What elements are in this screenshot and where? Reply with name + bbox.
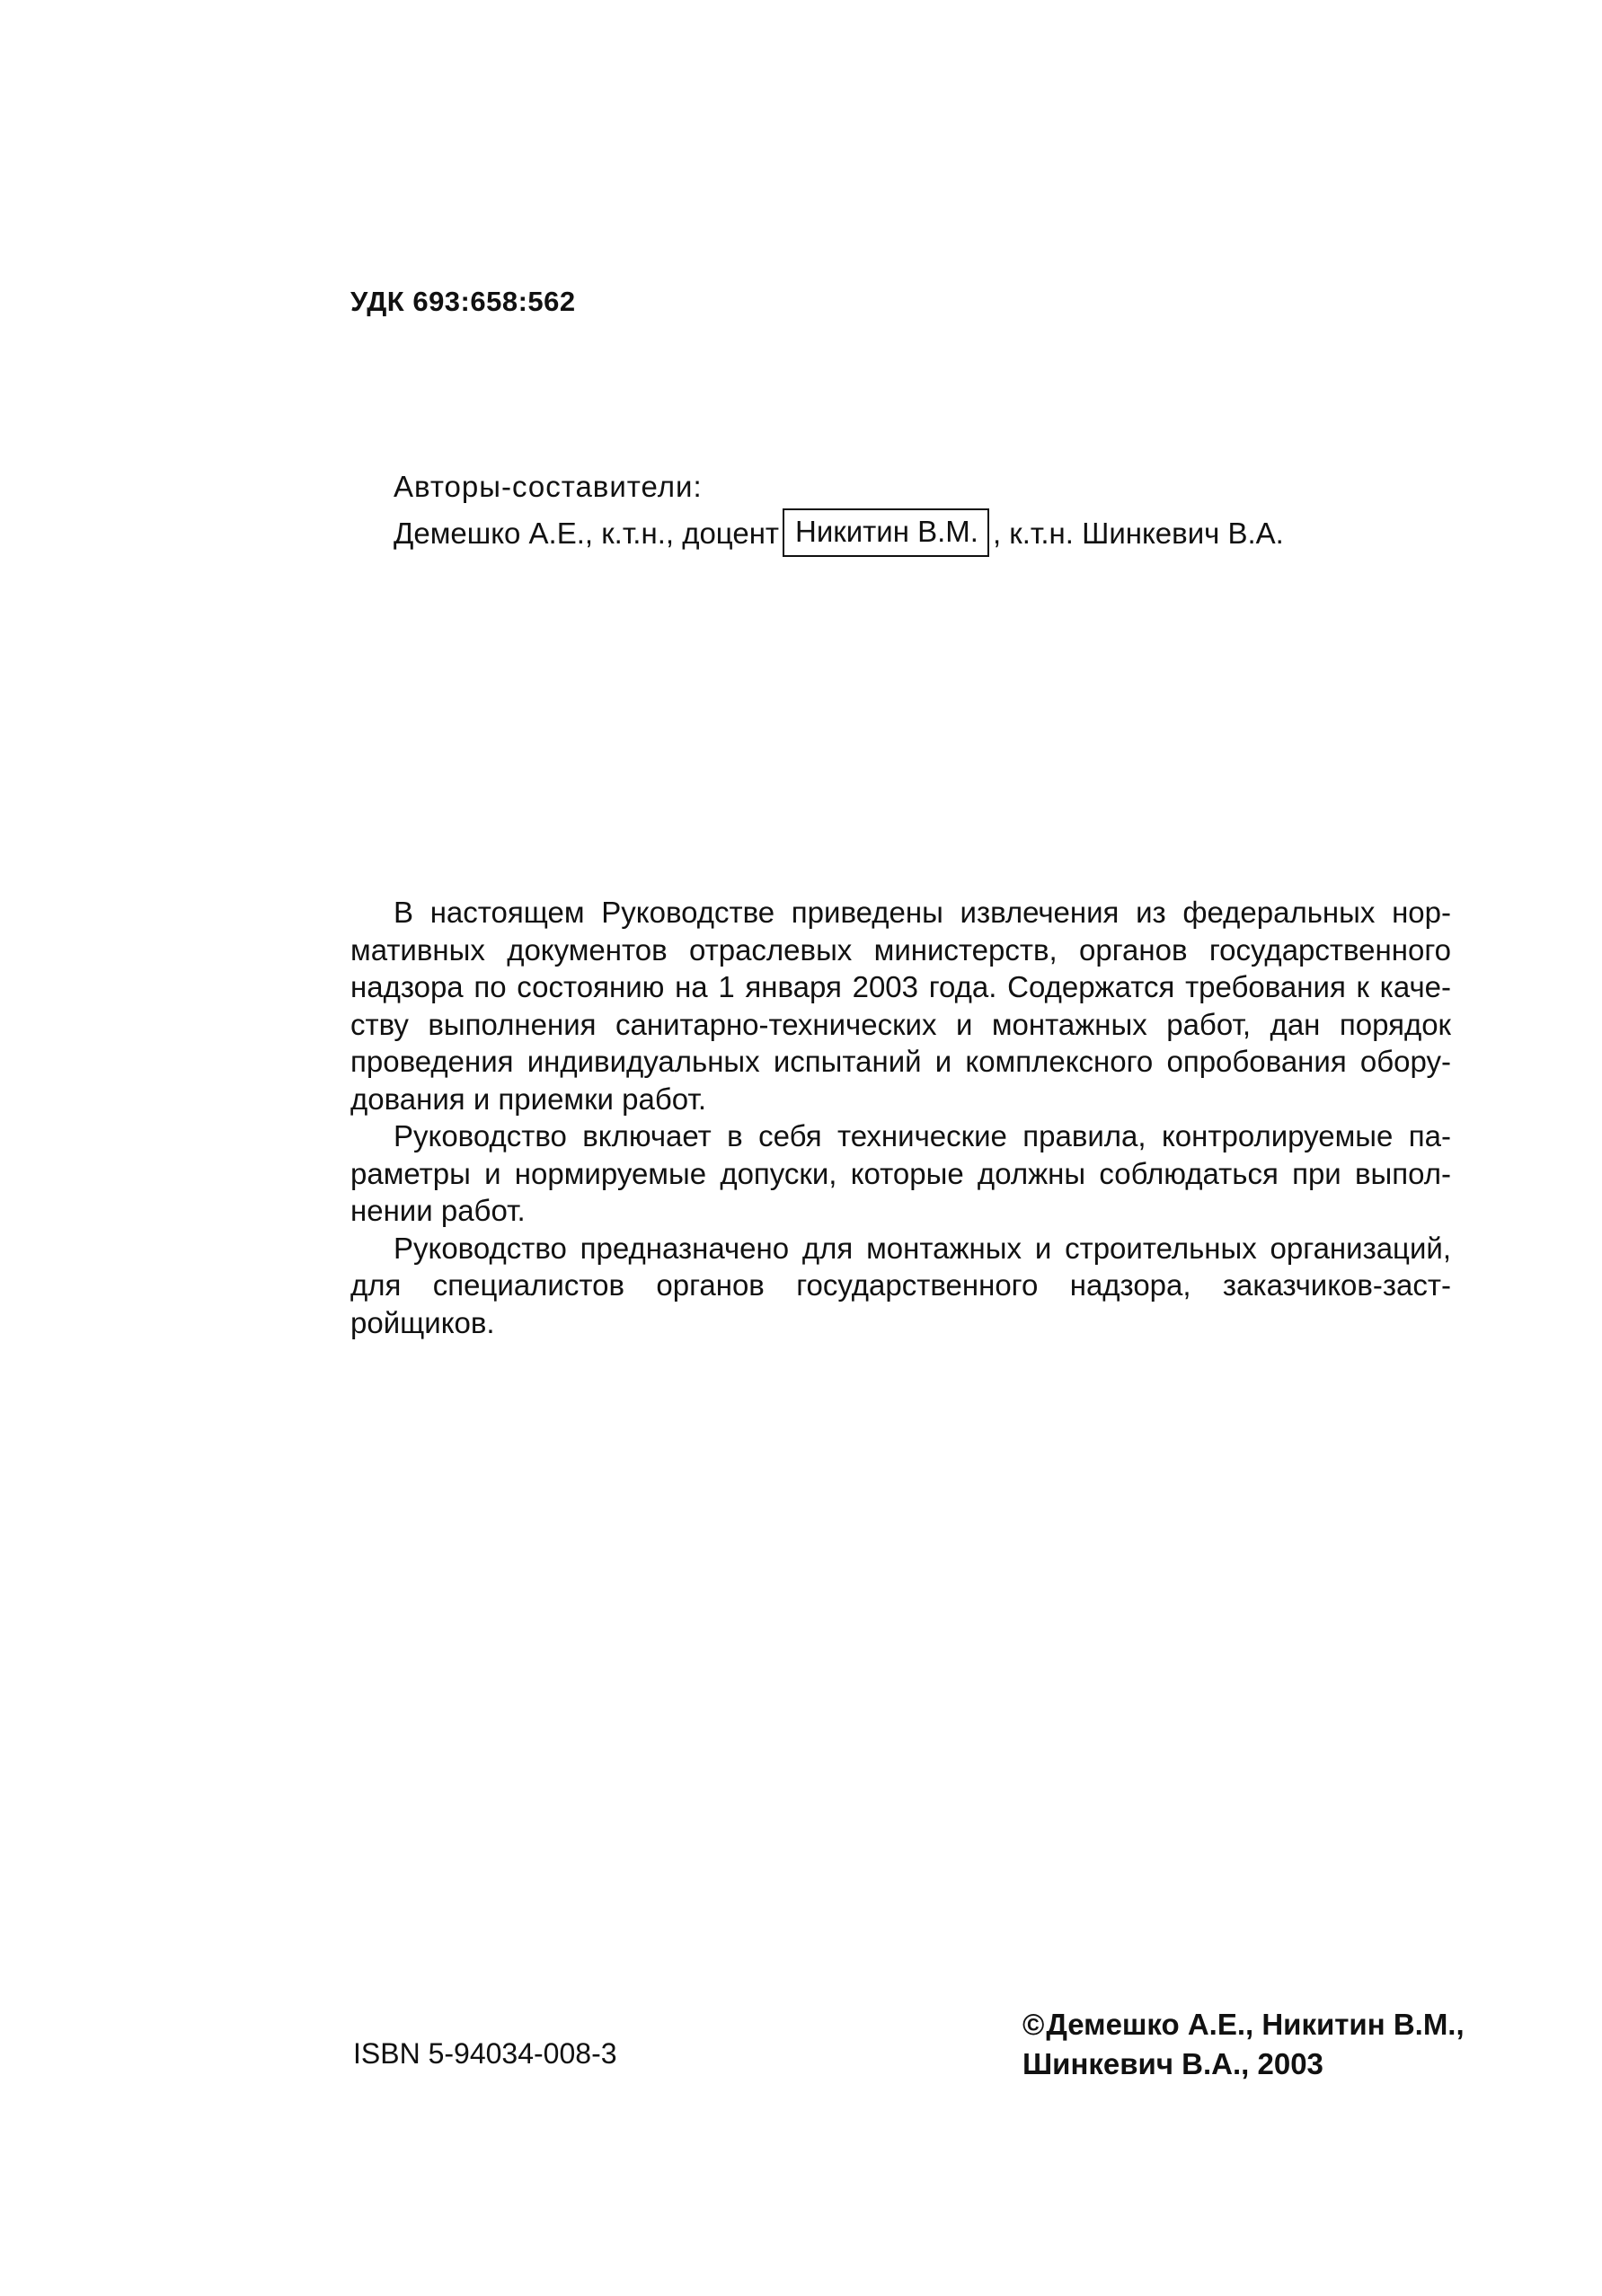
copyright-notice — [1022, 2005, 1465, 2084]
authors-list — [394, 508, 1517, 557]
isbn-number: ISBN 5-94034-008-3 — [353, 2037, 617, 2070]
copyright-symbol: © — [1022, 2008, 1045, 2041]
authors-block — [394, 465, 1517, 557]
author-nikitin-boxed: Никитин В.М. — [783, 508, 989, 557]
annotation-paragraph-3: Руководство предназначено для монтажных и строительных организаций, для специалистов органов государственного надзора, заказчиков-застройщиков. — [350, 1231, 1451, 1339]
annotation-paragraph-2: Руководство включает в себя технические правила, контролируемые параметры и нормируемые допуски, которые должны соблюдаться при выполнении работ. — [350, 1119, 1451, 1227]
annotation-paragraph-1: В настоящем Руководстве приведены извлечения из федеральных нормативных документов отраслевых министерств, органов государственного надзора по состоянию на 1 января 2003 года. Содержатся требования к качеству выполнения санитарно-технических и монтажных работ, дан порядок проведения индивидуальных испытаний и комплексного опробования оборудования и приемки работ. — [350, 896, 1451, 1116]
annotation-text — [350, 894, 1451, 1341]
udk-code: УДК 693:658:562 — [350, 286, 576, 317]
authors-heading: Авторы-составители: — [394, 470, 703, 503]
copyright-authors: Демешко А.Е., Никитин В.М., — [1046, 2008, 1465, 2041]
author-shinkevich: , к.т.н. Шинкевич В.А. — [992, 517, 1284, 550]
copyright-line-1 — [1022, 2005, 1465, 2044]
copyright-line-2: Шинкевич В.А., 2003 — [1022, 2047, 1323, 2080]
author-demeshko: Демешко А.Е., к.т.н., доцент — [394, 517, 780, 550]
